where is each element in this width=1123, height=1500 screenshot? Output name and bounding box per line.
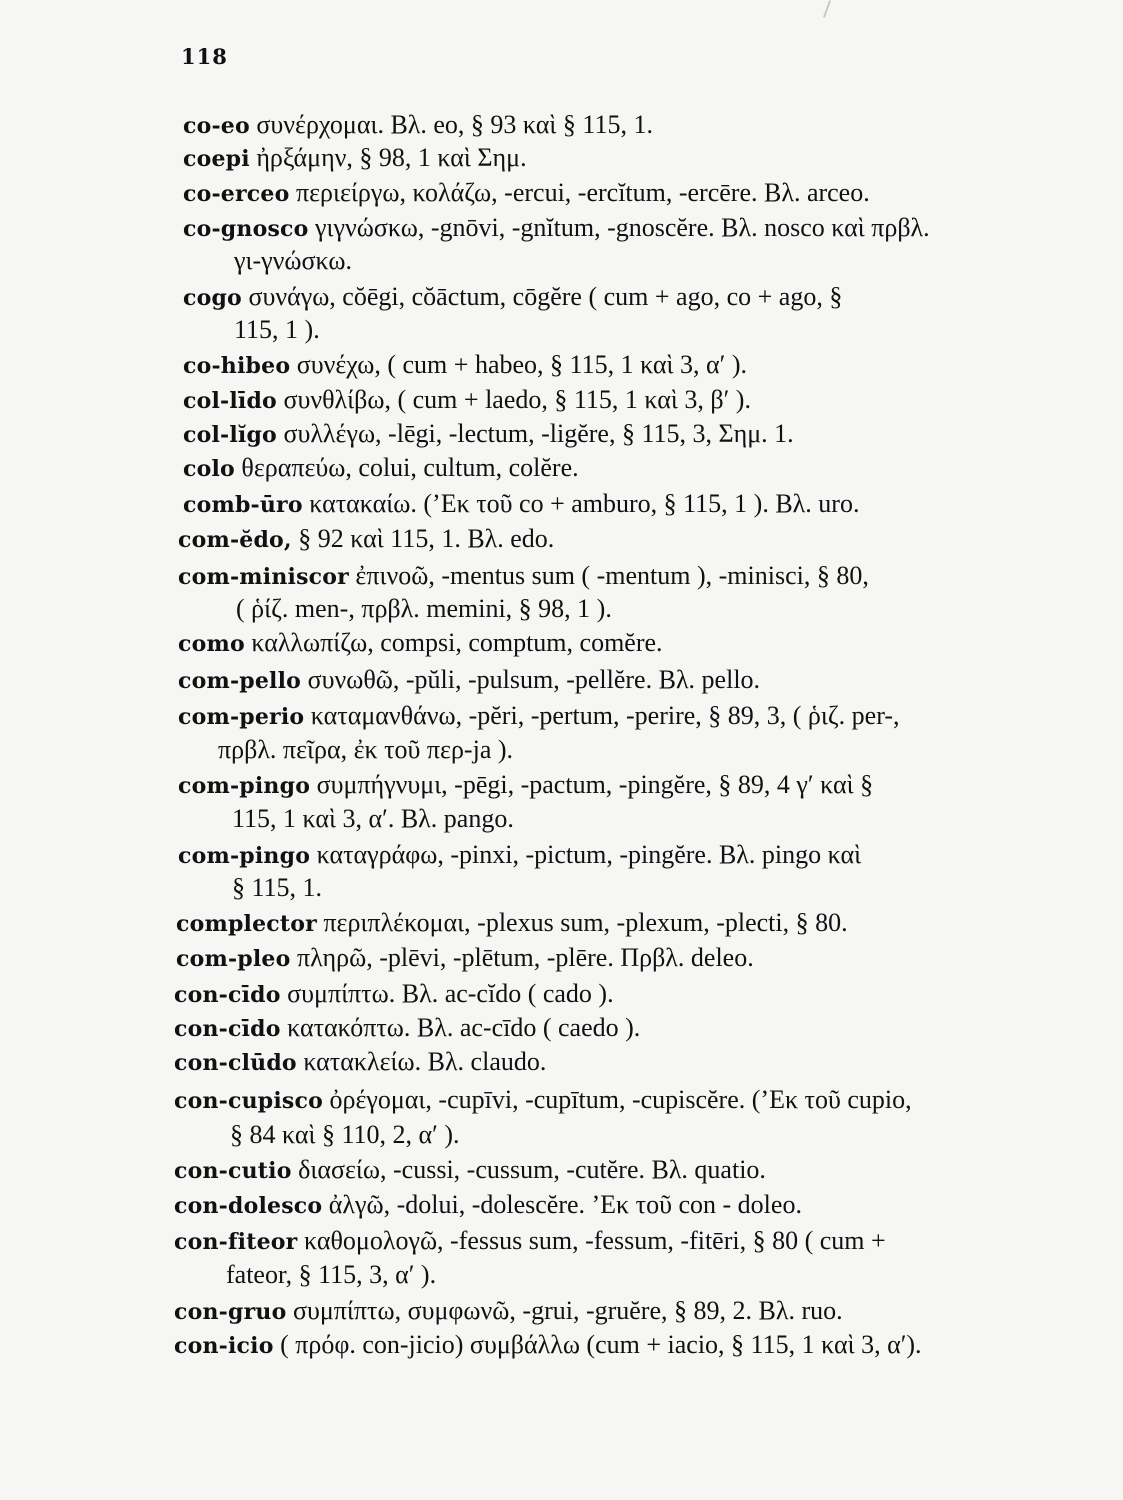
entry: [183, 178, 870, 209]
entry-definition: κατακαίω. (’Εκ τοῦ co + amburo, § 115, 1 ). Βλ. uro.: [309, 489, 860, 518]
entry-headword: con-cutio: [174, 1158, 292, 1184]
entry-definition: συνθλίβω, ( cum + laedo, § 115, 1 καὶ 3, β′ ).: [283, 385, 751, 414]
entry-headword: com-pleo: [176, 946, 291, 972]
entry-continuation: § 84 καὶ § 110, 2, α′ ).: [230, 1120, 460, 1149]
entry-headword: como: [178, 631, 245, 657]
entry-definition: συλλέγω, -lēgi, -lectum, -ligĕre, § 115, 3, Σημ. 1.: [283, 419, 794, 448]
entry-headword: comb-ūro: [183, 492, 303, 518]
entry-continuation: πρβλ. πεῖρα, ἐκ τοῦ περ-ja ).: [218, 735, 514, 764]
entry: [183, 385, 751, 416]
entry-definition: καθομολογῶ, -fessus sum, -fessum, -fitēri, § 80 ( cum +: [303, 1226, 886, 1255]
entry-headword: colo: [183, 456, 235, 482]
entry-definition: ἐπινοῶ, -mentus sum ( -mentum ), -minisci, § 80,: [355, 561, 869, 590]
entry-definition: περιείργω, κολάζω, -ercui, -ercĭtum, -ercēre. Βλ. arceo.: [295, 178, 870, 207]
entry: [176, 943, 754, 974]
entry-headword: con-gruo: [174, 1299, 287, 1325]
entry: [174, 1047, 546, 1078]
entry-definition: συμπίπτω. Βλ. ac-cĭdo ( cado ).: [287, 979, 614, 1008]
entry-continuation: 115, 1 ).: [234, 315, 320, 344]
entry-definition: καλλωπίζω, compsi, comptum, comĕre.: [251, 628, 663, 657]
entry-continuation: 115, 1 καὶ 3, α′. Βλ. pango.: [232, 804, 514, 833]
entry: [176, 908, 848, 939]
entry-headword: co-gnosco: [183, 216, 309, 242]
entry: [183, 453, 579, 484]
entry-headword: complector: [176, 911, 317, 937]
entry-definition: συνάγω, cŏēgi, cŏāctum, cōgĕre ( cum + ago, co + ago, §: [248, 282, 843, 311]
entry: [178, 770, 873, 801]
entry-definition: συνέχω, ( cum + habeo, § 115, 1 καὶ 3, α′ ).: [296, 350, 748, 379]
entry: [174, 1296, 843, 1327]
entry-continuation: § 115, 1.: [232, 873, 323, 902]
entry-headword: com-ĕdo,: [178, 527, 292, 553]
entry-definition: διασείω, -cussi, -cussum, -cutĕre. Βλ. quatio.: [298, 1155, 766, 1184]
entry-headword: con-cupisco: [174, 1088, 323, 1114]
entry: [178, 701, 900, 732]
entry: [183, 489, 859, 520]
entry: [183, 350, 747, 381]
entry-headword: con-cīdo: [174, 982, 281, 1008]
entry-headword: co-hibeo: [183, 353, 291, 379]
entry-definition: γιγνώσκω, -gnōvi, -gnĭtum, -gnoscĕre. Βλ. nosco καὶ πρβλ.: [315, 213, 930, 242]
entry-headword: con-clūdo: [174, 1050, 297, 1076]
entry: [178, 561, 869, 592]
entry-headword: con-cīdo: [174, 1016, 281, 1042]
entry-headword: com-pingo: [178, 843, 311, 869]
entry: [178, 665, 760, 696]
entry: [178, 628, 663, 659]
entry-definition: συμπήγνυμι, -pēgi, -pactum, -pingĕre, § 89, 4 γ′ καὶ §: [316, 770, 874, 799]
entry-headword: col-lĭgo: [183, 422, 277, 448]
entry-definition: συνέρχομαι. Βλ. eo, § 93 καὶ § 115, 1.: [256, 110, 653, 139]
entry: [174, 979, 614, 1010]
entry: [174, 1226, 886, 1257]
entry-headword: com-perio: [178, 704, 305, 730]
entry: [174, 1330, 922, 1361]
entry: [178, 840, 861, 871]
entry: [183, 419, 794, 450]
page-number: 118: [181, 44, 228, 69]
entry-headword: com-pingo: [178, 773, 311, 799]
entry-headword: com-pello: [178, 668, 302, 694]
entry-definition: θεραπεύω, colui, cultum, colĕre.: [241, 453, 579, 482]
entry: [174, 1155, 766, 1186]
entry-definition: ( πρόφ. con-jicio) συμβάλλω (cum + iacio, § 115, 1 καὶ 3, α′).: [280, 1330, 922, 1359]
entry-continuation: fateor, § 115, 3, α′ ).: [226, 1260, 437, 1289]
entry-definition: συνωθῶ, -pŭli, -pulsum, -pellĕre. Βλ. pello.: [307, 665, 761, 694]
entry: [174, 1190, 802, 1221]
entry-continuation: γι-γνώσκω.: [234, 246, 353, 275]
entry-definition: ἠρξάμην, § 98, 1 καὶ Σημ.: [256, 143, 527, 172]
entry-headword: co-erceo: [183, 181, 290, 207]
entry-headword: con-fiteor: [174, 1229, 298, 1255]
entry: [178, 524, 554, 555]
entry-definition: πληρῶ, -plēvi, -plētum, -plēre. Πρβλ. deleo.: [297, 943, 754, 972]
entry: [183, 213, 930, 244]
entry-headword: co-eo: [183, 113, 250, 139]
entry-definition: ὀρέγομαι, -cupīvi, -cupītum, -cupiscĕre. (’Εκ τοῦ cupio,: [329, 1085, 912, 1114]
entry: [183, 282, 842, 313]
entry-definition: συμπίπτω, συμφωνῶ, -grui, -gruĕre, § 89, 2. Βλ. ruo.: [292, 1296, 843, 1325]
entry-definition: καταμανθάνω, -pĕri, -pertum, -perire, § 89, 3, ( ῥιζ. per-,: [310, 701, 900, 730]
entry-headword: com-miniscor: [178, 564, 349, 590]
entry-headword: coepi: [183, 146, 250, 172]
entry-definition: κατακλείω. Βλ. claudo.: [303, 1047, 547, 1076]
entry-continuation: ( ῥίζ. men-, πρβλ. memini, § 98, 1 ).: [236, 594, 612, 623]
entry: [174, 1085, 912, 1116]
entry-headword: con-icio: [174, 1333, 274, 1359]
entry: [174, 1013, 640, 1044]
entry-headword: con-dolesco: [174, 1193, 323, 1219]
entry-definition: περιπλέκομαι, -plexus sum, -plexum, -plecti, § 80.: [323, 908, 848, 937]
entry: [183, 110, 653, 141]
entry-headword: cogo: [183, 285, 242, 311]
entry-definition: ἀλγῶ, -dolui, -dolescĕre. ’Εκ τοῦ con - doleo.: [328, 1190, 802, 1219]
entry-definition: § 92 καὶ 115, 1. Βλ. edo.: [298, 524, 555, 553]
entry-definition: κατακόπτω. Βλ. ac-cīdo ( caedo ).: [287, 1013, 641, 1042]
entry-headword: col-līdo: [183, 388, 277, 414]
entry: [183, 143, 527, 174]
entry-definition: καταγράφω, -pinxi, -pictum, -pingĕre. Βλ. pingo καὶ: [316, 840, 862, 869]
